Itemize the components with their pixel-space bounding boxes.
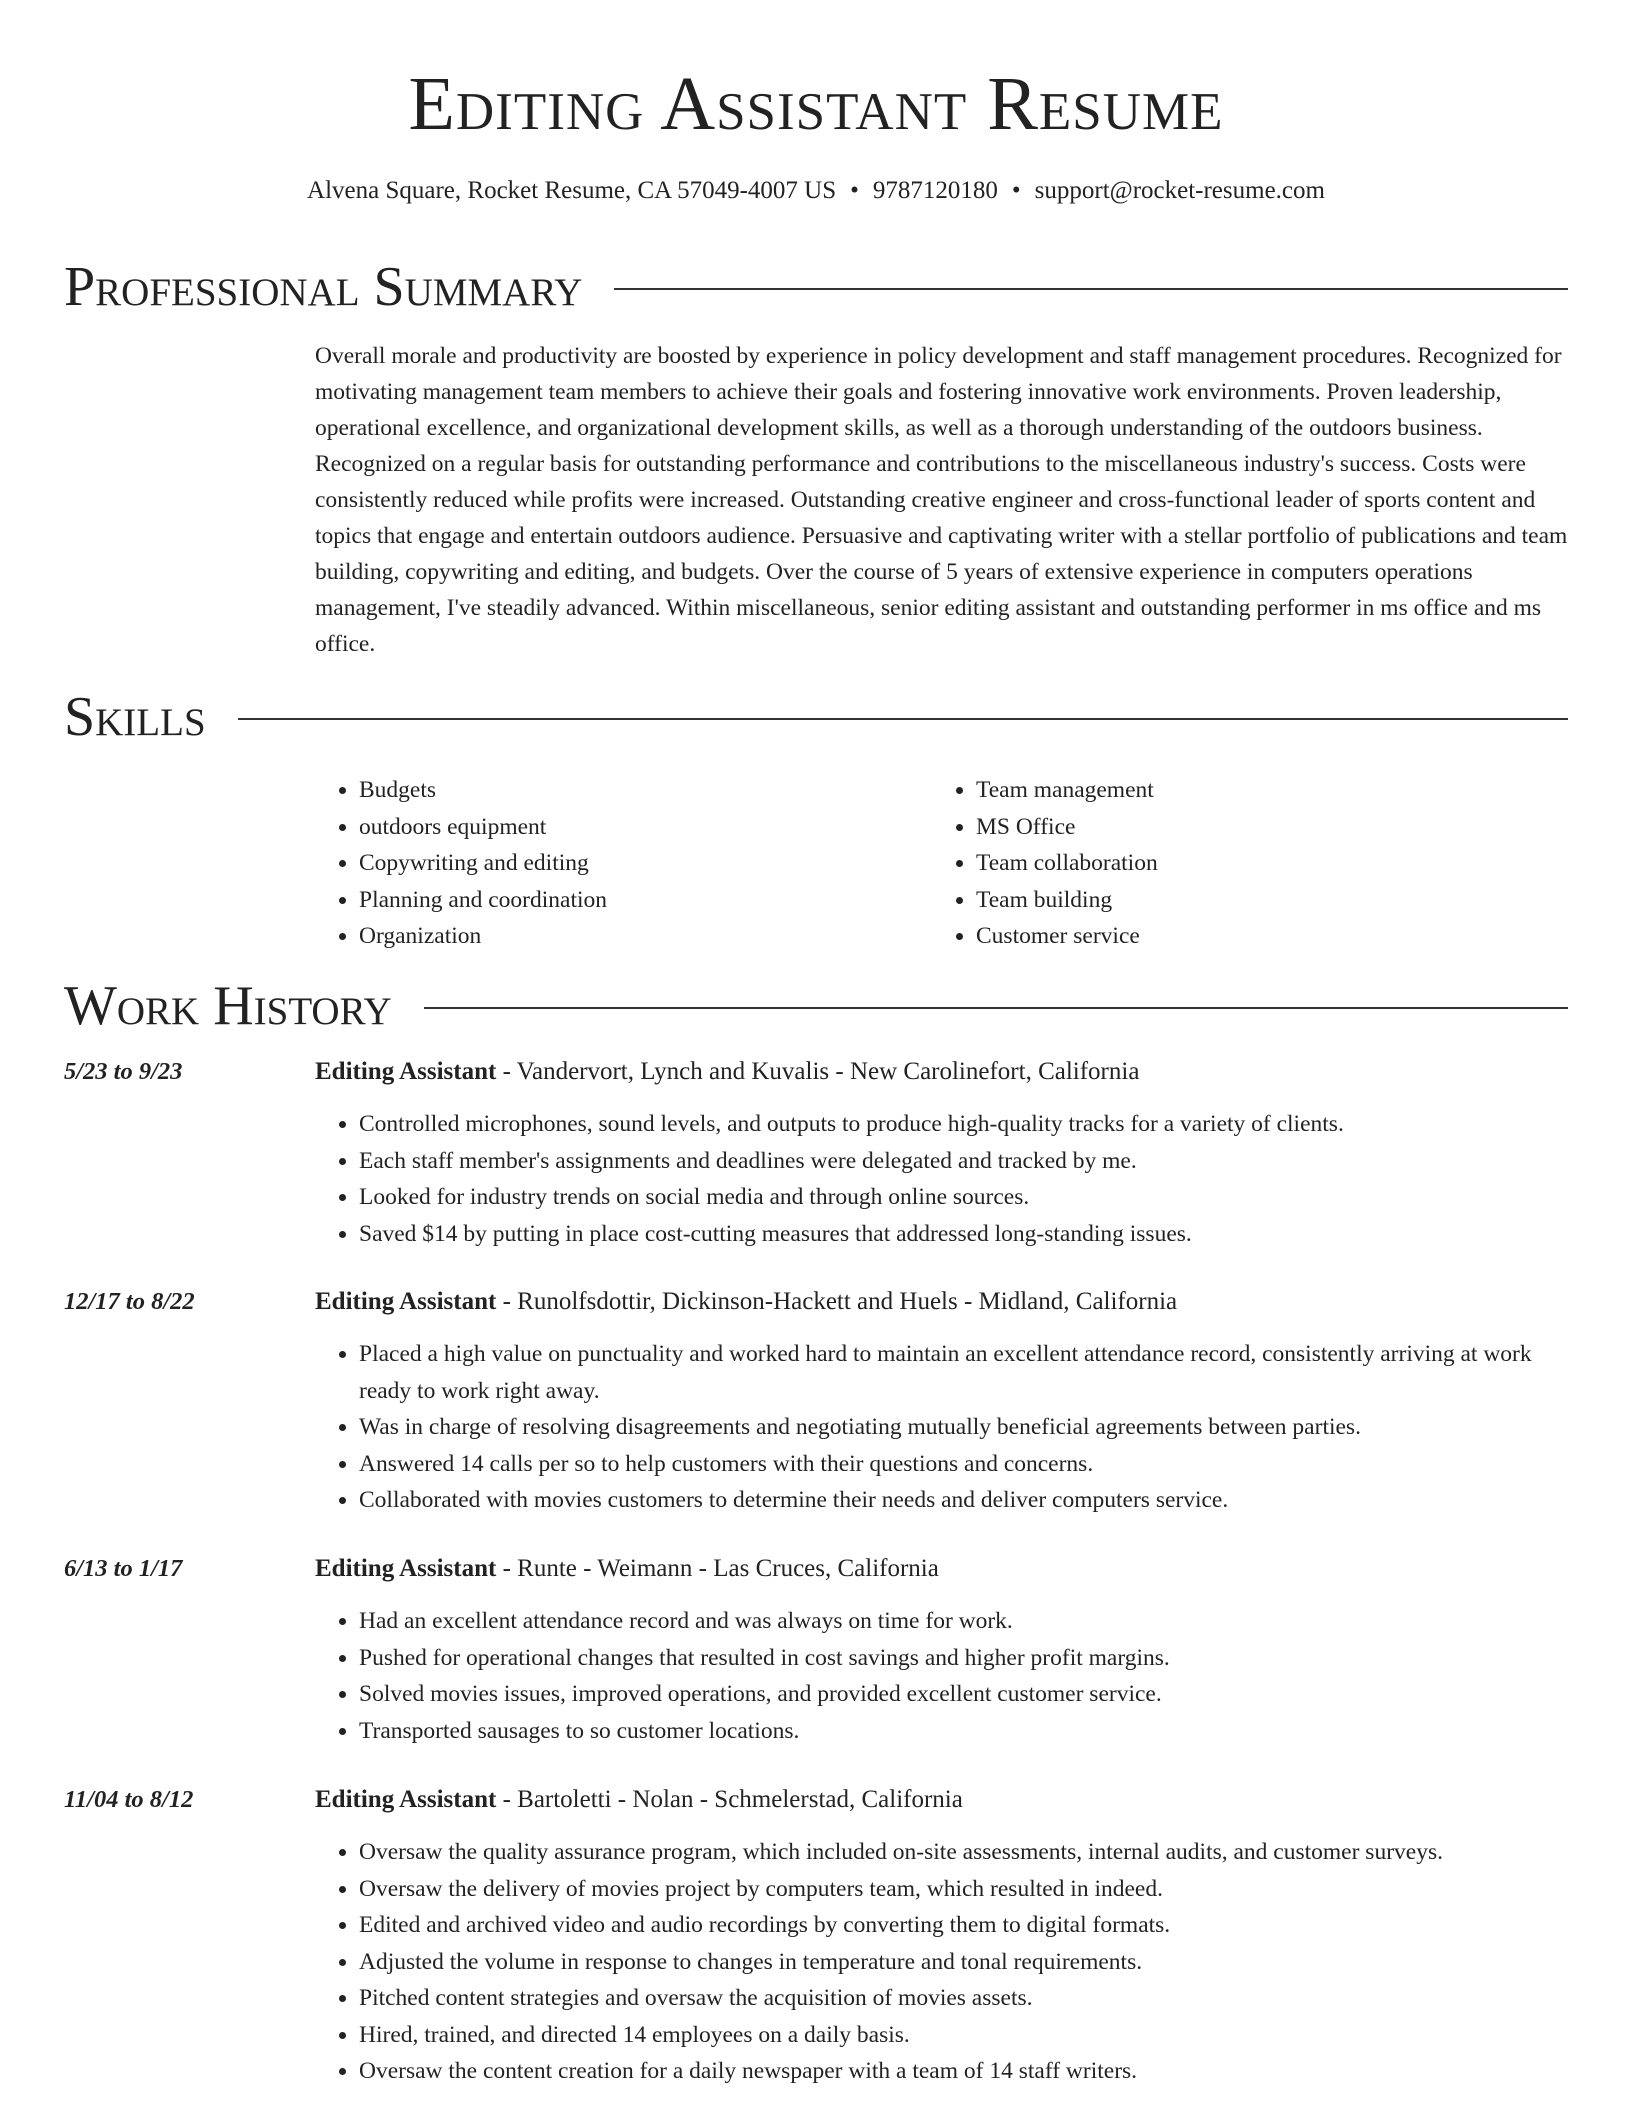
job-bullet: • Collaborated with movies customers to determine their needs and deliver computers service. <box>359 1482 1570 1519</box>
job-bullet: • Adjusted the volume in response to changes in temperature and tonal requirements. <box>359 1944 1570 1981</box>
job-bullet: • Solved movies issues, improved operations, and provided excellent customer service. <box>359 1676 1570 1713</box>
job-heading <box>315 1284 1570 1320</box>
contact-email[interactable]: support@rocket-resume.com <box>1034 177 1325 204</box>
job-dates: 11/04 to 8/12 <box>64 1786 194 1813</box>
job-bullets <box>315 1834 1570 2090</box>
job-bullets <box>315 1106 1570 1252</box>
job-bullet: • Oversaw the content creation for a daily newspaper with a team of 14 staff writers. <box>359 2053 1570 2090</box>
job-company: - Vandervort, Lynch and Kuvalis - New Carolinefort, California <box>496 1058 1140 1085</box>
skill-item: • Customer service <box>976 918 1549 955</box>
contact-phone: 9787120180 <box>872 177 998 204</box>
job-heading <box>315 1551 1570 1587</box>
skills-column-left <box>315 772 932 955</box>
job-bullets <box>315 1336 1570 1519</box>
job-company: - Runolfsdottir, Dickinson-Hackett and Huels - Midland, California <box>496 1288 1178 1315</box>
section-divider <box>238 718 1568 720</box>
job-bullet: • Looked for industry trends on social media and through online sources. <box>359 1179 1570 1216</box>
job-bullet: • Oversaw the delivery of movies project by computers team, which resulted in indeed. <box>359 1871 1570 1908</box>
summary-section-header <box>64 254 1568 320</box>
job-company: - Runte - Weimann - Las Cruces, California <box>496 1555 939 1582</box>
job-bullet: • Had an excellent attendance record and was always on time for work. <box>359 1603 1570 1640</box>
job-dates: 5/23 to 9/23 <box>64 1058 183 1085</box>
job-bullet: • Saved $14 by putting in place cost-cutting measures that addressed long-standing issues. <box>359 1216 1570 1253</box>
job-company: - Bartoletti - Nolan - Schmelerstad, California <box>496 1786 963 1813</box>
resume-title: Editing Assistant Resume <box>408 62 1224 146</box>
skills-section-header <box>64 684 1568 750</box>
work-heading: Work History <box>64 975 392 1037</box>
work-section-header <box>64 973 1568 1039</box>
contact-line <box>0 174 1632 208</box>
summary-heading: Professional Summary <box>64 256 583 318</box>
job-bullet: • Edited and archived video and audio recordings by converting them to digital formats. <box>359 1907 1570 1944</box>
job-bullet: • Pushed for operational changes that resulted in cost savings and higher profit margins. <box>359 1640 1570 1677</box>
job-bullet: • Placed a high value on punctuality and worked hard to maintain an excellent attendance record, consistently arriving at work ready to work right away. <box>359 1336 1570 1409</box>
job-bullet: • Was in charge of resolving disagreements and negotiating mutually beneficial agreements between parties. <box>359 1409 1570 1446</box>
section-divider <box>614 288 1568 290</box>
contact-separator: • <box>850 177 859 204</box>
job-heading <box>315 1054 1570 1090</box>
job-bullet: • Oversaw the quality assurance program, which included on-site assessments, internal audits, and customer surveys. <box>359 1834 1570 1871</box>
skills-list <box>315 772 1570 955</box>
job-title: Editing Assistant <box>315 1786 497 1813</box>
summary-text: Overall morale and productivity are boosted by experience in policy development and staff management procedures. Recognized for motivating management team members to achieve their goals and fostering innovative work environments. Proven leadership, operational excellence, and organizational development skills, as well as a thorough understanding of the outdoors business. Recognized on a regular basis for outstanding performance and contributions to the miscellaneous industry's success. Costs were consistently reduced while profits were increased. Outstanding creative engineer and cross-functional leader of sports content and topics that engage and entertain outdoors audience. Persuasive and captivating writer with a stellar portfolio of publications and team building, copywriting and editing, and budgets. Over the course of 5 years of extensive experience in computers operations management, I've steadily advanced. Within miscellaneous, senior editing assistant and outstanding performer in ms office and ms office. <box>315 343 1568 657</box>
skill-item: • Team management <box>976 772 1549 809</box>
job-bullet: • Hired, trained, and directed 14 employees on a daily basis. <box>359 2017 1570 2054</box>
skill-item: • Organization <box>359 918 932 955</box>
skill-item: • outdoors equipment <box>359 809 932 846</box>
job-bullet: • Answered 14 calls per so to help customers with their questions and concerns. <box>359 1446 1570 1483</box>
skill-item: • Planning and coordination <box>359 882 932 919</box>
job-bullet: • Pitched content strategies and oversaw the acquisition of movies assets. <box>359 1980 1570 2017</box>
job-title: Editing Assistant <box>315 1288 497 1315</box>
job-heading <box>315 1782 1570 1818</box>
section-divider <box>424 1007 1568 1009</box>
skill-item: • MS Office <box>976 809 1549 846</box>
skill-item: • Copywriting and editing <box>359 845 932 882</box>
job-bullet: • Each staff member's assignments and deadlines were delegated and tracked by me. <box>359 1143 1570 1180</box>
job-bullets <box>315 1603 1570 1749</box>
skill-item: • Budgets <box>359 772 932 809</box>
skill-item: • Team building <box>976 882 1549 919</box>
job-title: Editing Assistant <box>315 1058 497 1085</box>
contact-separator: • <box>1011 177 1021 204</box>
contact-address: Alvena Square, Rocket Resume, CA 57049-4007 US <box>307 177 837 204</box>
job-title: Editing Assistant <box>315 1555 497 1582</box>
skills-heading: Skills <box>64 686 206 748</box>
skills-column-right <box>932 772 1549 955</box>
job-dates: 6/13 to 1/17 <box>64 1555 183 1582</box>
job-dates: 12/17 to 8/22 <box>64 1288 195 1315</box>
job-bullet: • Transported sausages to so customer locations. <box>359 1713 1570 1750</box>
skill-item: • Team collaboration <box>976 845 1549 882</box>
job-bullet: • Controlled microphones, sound levels, and outputs to produce high-quality tracks for a variety of clients. <box>359 1106 1570 1143</box>
